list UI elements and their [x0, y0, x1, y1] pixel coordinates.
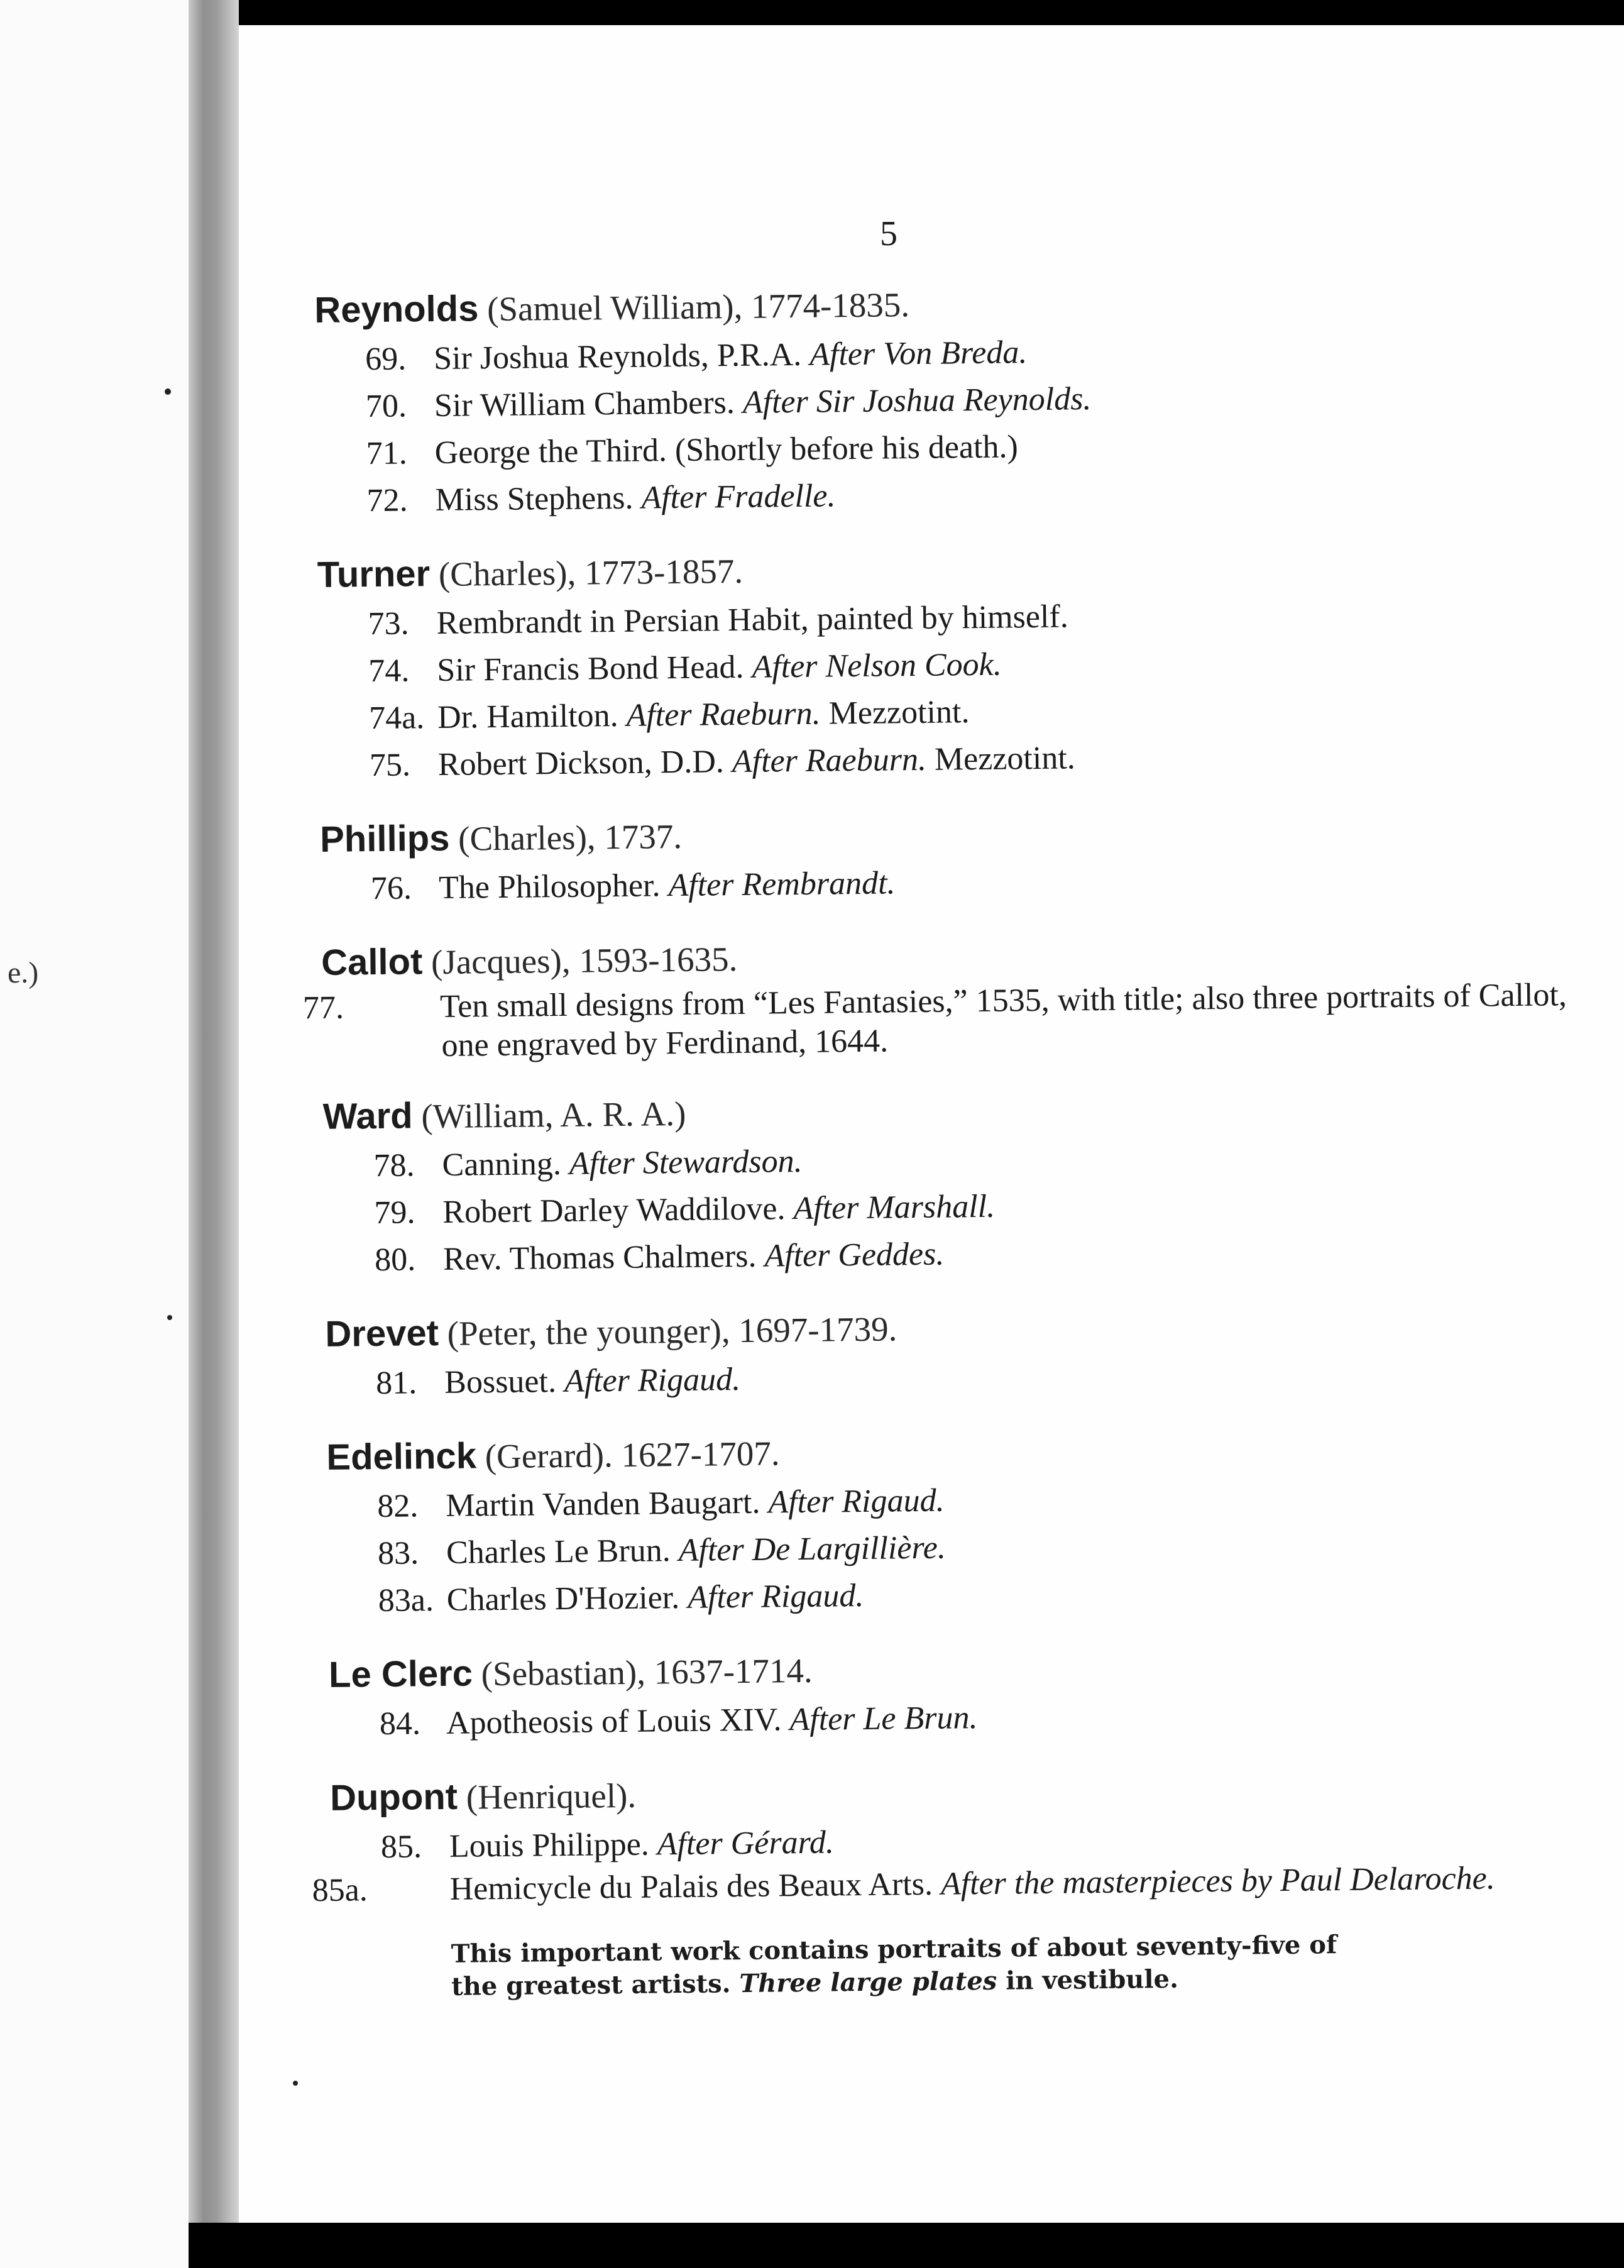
- artist-name: Reynolds: [314, 288, 479, 331]
- entry-number: 81.: [375, 1365, 417, 1402]
- entry-number: 74a.: [368, 700, 425, 737]
- entry-title: Canning.: [442, 1145, 562, 1183]
- footnote: [451, 1928, 1381, 2003]
- entry-list: [323, 1130, 1606, 1284]
- entry-number: 73.: [368, 605, 409, 642]
- entry-title: Sir Joshua Reynolds, P.R.A.: [433, 336, 802, 377]
- catalogue-entries: [302, 276, 1614, 2005]
- entry-number: 70.: [365, 388, 407, 425]
- artist-heading: [325, 1300, 1608, 1355]
- entry-number: 83a.: [378, 1582, 434, 1619]
- entry-number: 75.: [369, 747, 411, 784]
- artist-name: Callot: [321, 941, 423, 983]
- entry-title: Rev. Thomas Chalmers.: [442, 1238, 757, 1277]
- artist-heading: [330, 1764, 1613, 1819]
- entry-attribution: After Stewardson.: [569, 1143, 803, 1182]
- entry-number: 72.: [366, 482, 408, 519]
- artist-details: (William, A. R. A.): [421, 1094, 686, 1136]
- entry-title: Martin Vanden Baugart.: [445, 1484, 760, 1524]
- artist-details: (Charles), 1773-1857.: [438, 551, 743, 593]
- entry-title: Louis Philippe.: [449, 1826, 650, 1864]
- artist-heading: [322, 1082, 1605, 1138]
- ink-speck: [293, 2081, 298, 2086]
- entry-title: Ten small designs from “Les Fantasies,” 1535, with title; also three portraits of Callot, one engraved by Ferdinand, 1644.: [439, 977, 1567, 1064]
- entry-number: 79.: [374, 1194, 415, 1231]
- artist-name: Dupont: [329, 1776, 458, 1819]
- entry-attribution: After Rigaud.: [564, 1361, 741, 1399]
- catalogue-entry: [302, 976, 1605, 1067]
- artist-details: (Peter, the younger), 1697-1739.: [447, 1309, 897, 1353]
- entry-title: Charles D'Hozier.: [446, 1580, 680, 1618]
- entry-number: 85a.: [312, 1872, 368, 1909]
- ink-speck: [165, 388, 171, 395]
- entry-title: George the Third. (Shortly before his death.): [434, 429, 1019, 471]
- entry-number: 85.: [380, 1829, 422, 1866]
- entry-attribution: After Nelson Cook.: [752, 646, 1002, 685]
- entry-number: 71.: [366, 435, 408, 472]
- artist-heading: [329, 1641, 1611, 1696]
- left-page-fragment: e.): [8, 956, 39, 989]
- entry-title: Miss Stephens.: [435, 480, 634, 519]
- entry-attribution: After Rigaud.: [687, 1577, 864, 1616]
- artist-heading: [326, 1423, 1609, 1478]
- entry-list: [329, 1688, 1612, 1748]
- entry-attribution: After Gérard.: [657, 1824, 835, 1863]
- artist-name: Phillips: [319, 817, 450, 860]
- artist-details: (Gerard). 1627-1707.: [485, 1434, 780, 1476]
- footnote-text: This important work contains portraits of about seventy-five of the greatest artists.: [451, 1930, 1337, 2001]
- artist-heading: [321, 928, 1604, 984]
- entry-attribution: After Geddes.: [764, 1236, 945, 1274]
- artist-heading: [320, 805, 1603, 861]
- entry-attribution: After De Largillière.: [678, 1529, 946, 1569]
- catalogue-entry: [371, 852, 1603, 913]
- entry-title: Robert Darley Waddilove.: [442, 1191, 786, 1230]
- artist-name: Le Clerc: [328, 1653, 473, 1695]
- entry-attribution: After Marshall.: [793, 1188, 996, 1227]
- entry-number: 78.: [373, 1147, 415, 1184]
- page-number: 5: [880, 214, 897, 253]
- artist-details: (Jacques), 1593-1635.: [431, 940, 738, 982]
- entry-title: Robert Dickson, D.D.: [437, 744, 725, 783]
- entry-attribution: After Raeburn.: [626, 695, 821, 734]
- entry-number: 84.: [379, 1705, 421, 1742]
- entry-title: Hemicycle du Palais des Beaux Arts.: [449, 1866, 933, 1907]
- left-page: [0, 0, 189, 2268]
- entry-list: [315, 323, 1599, 525]
- entry-title: Sir William Chambers.: [434, 385, 735, 424]
- entry-list: [317, 588, 1601, 790]
- entry-attribution: After Rembrandt.: [668, 865, 896, 904]
- entry-number: 74.: [368, 652, 410, 690]
- entry-title: Bossuet.: [444, 1363, 557, 1401]
- entry-number: 77.: [302, 989, 344, 1027]
- footnote-text: Three large plates: [739, 1966, 997, 1999]
- entry-number: 83.: [377, 1535, 419, 1572]
- entry-attribution: After Sir Joshua Reynolds.: [742, 381, 1092, 421]
- entry-number: 80.: [374, 1241, 416, 1279]
- entry-attribution: After Rigaud.: [768, 1482, 945, 1521]
- entry-attribution: After Von Breda.: [809, 334, 1028, 373]
- entry-attribution: After the masterpieces by Paul Delaroche.: [940, 1860, 1495, 1902]
- entry-list: [327, 1470, 1610, 1625]
- artist-heading: [314, 276, 1597, 331]
- book-gutter: [189, 0, 239, 2268]
- artist-details: (Sebastian), 1637-1714.: [481, 1651, 813, 1693]
- page: [239, 25, 1624, 2225]
- entry-list: [312, 1811, 1613, 1910]
- entry-title: The Philosopher.: [438, 867, 661, 906]
- entry-title: Apotheosis of Louis XIV.: [446, 1702, 782, 1741]
- entry-attribution: After Fradelle.: [641, 478, 836, 516]
- catalogue-entry: [376, 1347, 1608, 1407]
- entry-list: [302, 976, 1605, 1067]
- artist-name: Edelinck: [326, 1435, 477, 1478]
- entry-number: 69.: [365, 341, 407, 378]
- entry-title: Dr. Hamilton.: [437, 697, 618, 735]
- artist-heading: [317, 541, 1599, 596]
- entry-title: Rembrandt in Persian Habit, painted by himself.: [436, 598, 1068, 641]
- entry-attribution: After Raeburn.: [732, 741, 927, 780]
- artist-name: Turner: [317, 553, 431, 595]
- scan-edge: [189, 2223, 1624, 2268]
- footnote-text: in vestibule.: [1005, 1964, 1179, 1996]
- artist-details: (Henriquel).: [466, 1776, 637, 1817]
- entry-number: 76.: [370, 870, 412, 907]
- entry-list: [326, 1347, 1608, 1407]
- entry-number: 82.: [376, 1488, 419, 1525]
- entry-medium: Mezzotint.: [828, 694, 970, 732]
- entry-medium: Mezzotint.: [934, 740, 1076, 778]
- entry-attribution: After Le Brun.: [789, 1700, 978, 1738]
- entry-title: Sir Francis Bond Head.: [437, 649, 744, 688]
- catalogue-entry: [380, 1688, 1612, 1748]
- entry-list: [321, 852, 1603, 913]
- ink-speck: [167, 1315, 172, 1320]
- artist-name: Ward: [322, 1095, 413, 1137]
- artist-name: Drevet: [325, 1313, 439, 1355]
- artist-details: (Charles), 1737.: [458, 817, 683, 858]
- artist-details: (Samuel William), 1774-1835.: [486, 285, 910, 329]
- entry-title: Charles Le Brun.: [446, 1533, 671, 1571]
